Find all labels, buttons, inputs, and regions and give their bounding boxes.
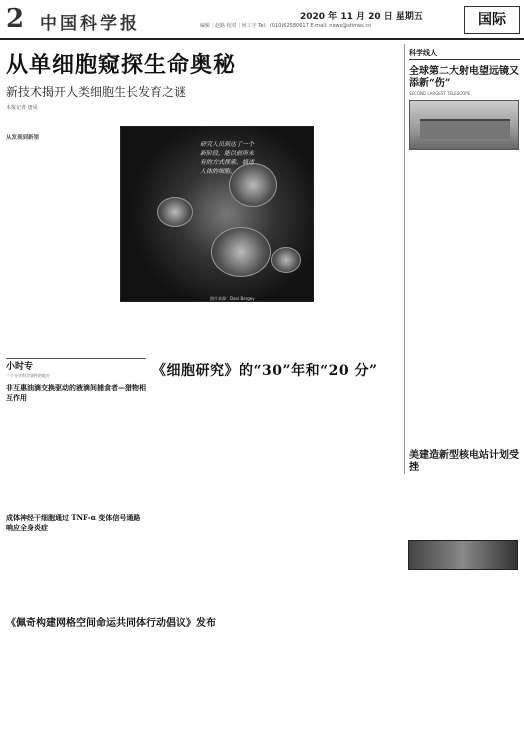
- sidebar-headline: 全球第二大射电望远镜又添新“伤”: [409, 66, 519, 89]
- brief-headline-1: 非互惠油滴交换驱动的液滴间捕食者—猎物相互作用: [6, 383, 146, 402]
- lead-body-col-1: [6, 130, 116, 344]
- lead-section-label: 从发现到新领: [6, 135, 40, 141]
- cell-image: [271, 247, 301, 273]
- lead-subhead: 新技术揭开人类细胞生长发育之谜: [6, 85, 187, 99]
- lead-headline: 从单细胞窥探生命奥秘: [6, 52, 237, 78]
- lead-body-col-3: [316, 130, 400, 352]
- sidebar-tag: 科学线人: [409, 48, 520, 60]
- sidebar-sub: SECOND LARGEST TELESCOPE: [409, 91, 471, 96]
- sidebar-photo-2: [408, 540, 518, 570]
- sidebar-bottom-headline: 美建造新型核电站计划受挫: [409, 450, 519, 473]
- cell-image: [157, 197, 193, 227]
- main-column: [6, 44, 400, 111]
- photo-caption: 图片来源：Dani Bergey: [210, 296, 255, 301]
- pull-quote: 研究人员到达了一个新阶段，能以前所未有的方式探索、描述人体的细胞。: [200, 141, 255, 175]
- feature-headline: 《细胞研究》的“30”年和“20 分”: [152, 363, 378, 379]
- date-line: 2020 年 11 月 20 日 星期五: [300, 12, 423, 22]
- bottom-headline: 《佩奇构建网格空间命运共同体行动倡议》发布: [6, 618, 216, 629]
- section-tag: 国际: [464, 6, 520, 34]
- paper-name: 中国科学报: [40, 14, 140, 34]
- brief-box: [6, 358, 146, 533]
- sidebar: [404, 44, 520, 474]
- brief-box-sub: 一个分享科学事件的地方: [6, 373, 50, 378]
- brief-box-title: 小时专: [6, 362, 34, 372]
- contact-line: 编辑｜赵路 校对｜何工宇 Tel：(010)62580617 E-mail: news@stimes.cn: [200, 23, 372, 29]
- sidebar-photo: [409, 100, 519, 150]
- byline: 本报记者 唐凤: [6, 105, 38, 111]
- masthead: [0, 0, 524, 40]
- lead-body-col-2: [120, 304, 310, 352]
- page-number: 2: [6, 4, 25, 34]
- brief-headline-2: 成体神经干细胞通过 TNF-α 变体信号通路响应全身炎症: [6, 513, 141, 532]
- cell-image: [211, 227, 271, 277]
- telescope-roof: [420, 119, 510, 139]
